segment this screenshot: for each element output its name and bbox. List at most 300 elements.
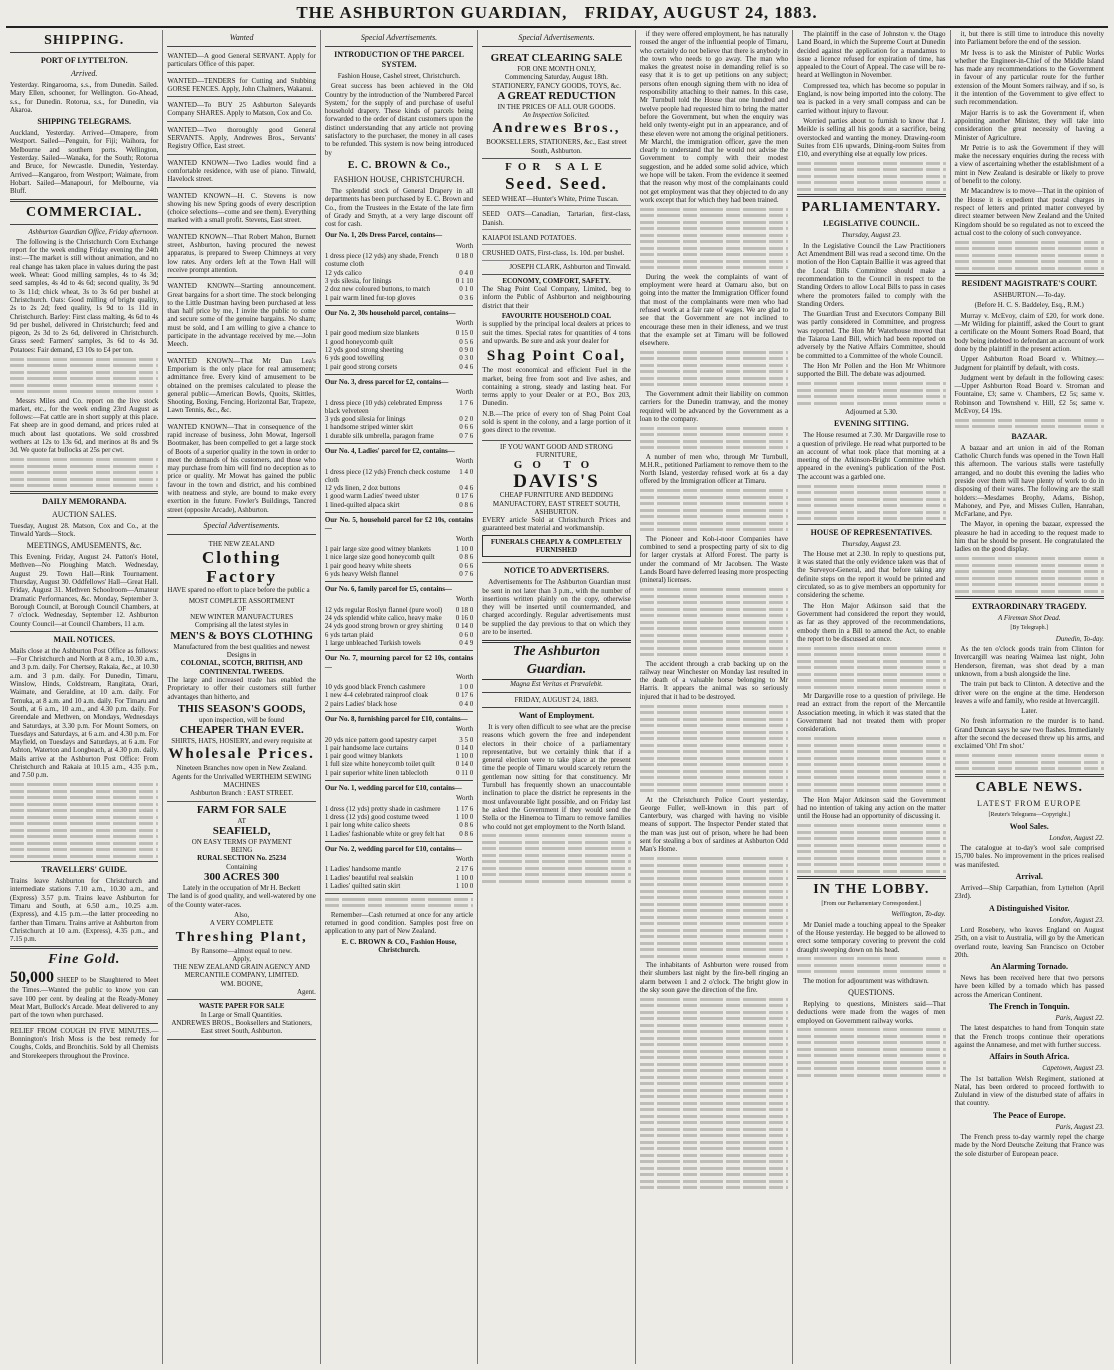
parcel-item-label: 1 pair good strong corsets xyxy=(324,362,398,371)
farm-ransome: By Ransome—almost equal to new. xyxy=(191,946,292,955)
col5-text-8: The inhabitants of Ashburton were roused from their slumbers last night by the fire-bell ringing an alarm between 1 and 2 o'clock. The bright glow in the sky soon gave the direction of the fire. xyxy=(639,961,789,995)
parcel-item-label: 1 pair good medium size blankets xyxy=(324,329,420,338)
clearing-reduction: A GREAT REDUCTION xyxy=(497,89,616,102)
parcel-item-value: 0 16 0 xyxy=(455,614,474,623)
shag-nb: N.B.—The price of every ton of Shag Point Coal sold is spent in the colony, and a large portion of it goes direct to the revenue. xyxy=(482,409,631,435)
farm-threshing: Threshing Plant, xyxy=(175,929,308,945)
tragedy-place: Dunedin, To-day. xyxy=(1055,634,1104,643)
parcel-item-value: 0 4 6 xyxy=(459,484,474,493)
clothing-season: THIS SEASON'S GOODS, xyxy=(177,702,306,715)
parcel-item-value: 0 5 6 xyxy=(459,337,474,346)
shag-text: The most economical and efficient Fuel in the market, being free from soot and live ashes, and containing a strong, steady and lasting heat. For terms apply to your Dealer or at P.O., Box 203, Dunedin. xyxy=(482,366,631,408)
lc-text-1: In the Legislative Council the Law Practitioners Act Amendment Bill was read a second time. On the motion of the Hon Captain Baillie it was agreed that the Local Bills Committee should make a recommendation to the Council in respect to the Standing Orders to allow Local Bills to pass in cases where the promoters failed to comply with the Standing Orders. xyxy=(797,241,946,308)
parcel-item-label: 12 yds linen, 2 doz buttons xyxy=(324,484,401,493)
parcel-title: Our No. 1, wedding parcel for £10, contains— xyxy=(324,784,462,793)
splendid-text: The splendid stock of General Drapery in all departments has been purchased by E. C. Brown and Co., from the Trustees in the Estate of the late firm of Grady and Smyth, at a very large discount off cost for cash. xyxy=(324,186,474,229)
parcel-item-label: 1 durable silk umbrella, paragon frame xyxy=(324,431,434,440)
shag-title: Shag Point Coal, xyxy=(486,348,627,365)
parcel-item-label: 1 dress (12 yds) pretty shade in cashmere xyxy=(324,804,441,813)
clothing-nz: THE NEW ZEALAND xyxy=(208,539,275,548)
parcel-item xyxy=(325,338,473,346)
parcel-title: Our No. 2, wedding parcel for £10, contains— xyxy=(324,844,462,853)
telegrams-text: Auckland, Yesterday. Arrived—Omapere, from Westport. Sailed—Penguin, for Fiji; Waihora, for Melbourne and southern ports. Wellington, Yesterday. Sailed—Wanaka, for the South; Rotorua and Bruce, for Newcastle. Dunedin, Yesterday. Arrived—Kangaroo, from Westport; Waimate, from Hobart. Sailed—Manapouri, for Melbourne, via Bluff. xyxy=(10,129,159,196)
parcel-item-value: 0 8 6 xyxy=(459,829,474,838)
parcel-item xyxy=(325,423,473,431)
column-6 xyxy=(793,30,950,1364)
parcel-item-value: 0 14 0 xyxy=(455,743,474,752)
arrival-heading: Arrival. xyxy=(1015,872,1043,882)
parcel-item xyxy=(325,752,473,760)
parcel-item-value: 0 8 6 xyxy=(459,500,474,509)
parcel-item-label: 1 dress (12 yds) good costume tweed xyxy=(324,812,429,821)
clothing-of: OF xyxy=(237,604,247,613)
hr-text-2: The Hon Major Atkinson said that the Government had considered the report they would, as far as they approved of the recommendations, embody them in a Bill to amend the Act, to enable the report to be discussed at once. xyxy=(797,601,946,643)
arrived-heading: Arrived. xyxy=(70,69,98,78)
column-1 xyxy=(6,30,163,1364)
leader-text: It is very often difficult to see what are the precise reasons which govern the free and independent electors in their choice of a parliamentary representative, but we certainly think that if a general election were to take place at the present time the people of Timaru would scarcely return the gentleman now sitting for that constituency. Mr Turnbull has frequently shown an unaccountable inclination to place the district he represents in the most unfavourable light possible, and on Friday last he asked the Government if they would send the Stella or the Hinemoa to Timaru to remove families who could not get employment to the North Island. xyxy=(482,722,631,831)
column-3 xyxy=(321,30,478,1364)
port-heading: PORT OF LYTTELTON. xyxy=(40,56,128,65)
parcel-item xyxy=(325,354,473,362)
economy-title: ECONOMY, COMFORT, SAFETY. xyxy=(502,276,611,285)
farm-grain: THE NEW ZEALAND GRAIN AGENCY AND MERCANTILE COMPANY, LIMITED. xyxy=(173,963,310,980)
peace-heading: The Peace of Europe. xyxy=(992,1110,1066,1120)
parcel-item-value: 0 3 0 xyxy=(459,354,474,363)
parcel-item-value: 0 18 0 xyxy=(455,605,474,614)
shipping-heading: SHIPPING. xyxy=(44,33,125,48)
later-heading: Later. xyxy=(1021,707,1038,716)
special-ads-heading-4: Special Advertisements. xyxy=(518,33,595,42)
davis-ifyou: IF YOU WANT GOOD AND STRONG FURNITURE, xyxy=(500,442,613,459)
parcel-item-label: 12 yds calico xyxy=(324,268,362,277)
arrived-text: Yesterday. Ringarooma, s.s., from Dunedin. Sailed. Mary Ellen, schooner, for Wellington. Go-Ahead, s.s., for Dunedin. Rotorua, s.s., for Dunedin, via Akaroa. xyxy=(10,81,159,114)
parcel-item-value: 0 15 0 xyxy=(455,329,474,338)
commercial-office: Ashburton Guardian Office, Friday afternoon. xyxy=(28,227,159,236)
parcel-item xyxy=(325,252,473,269)
notice-text: Advertisements for The Ashburton Guardian must be sent in not later than 3 p.m., with the number of insertions written plainly on the copy, otherwise they will be inserted until countermanded, and charged accordingly. Regular advertisements must be supplied the day previous to that on which they are to be inserted. xyxy=(482,578,631,637)
parcel-worth-label: Worth xyxy=(455,725,474,734)
zulu-text: The 1st battalion Welsh Regiment, stationed at Natal, has been ordered to proceed forthwith to Zululand in view of the disturbed state of affairs in that country. xyxy=(954,1074,1104,1108)
clothing-cheaper: CHEAPER THAN EVER. xyxy=(179,724,304,737)
special-ads-heading-3: Special Advertisements. xyxy=(360,33,438,42)
col5-text-4: A number of men who, through Mr Turnbull, M.H.R., petitioned Parliament to remove them to the North Island, yesterday refused work at 6s a day offered by the Immigration officer at Timaru. xyxy=(639,452,789,486)
parcel-item-label: 1 pair warm lined fur-top gloves xyxy=(324,293,416,302)
parcel-item xyxy=(325,606,473,614)
col5-text-7: At the Christchurch Police Court yesterday, George Fuller, well-known in this part of Canterbury, was charged with having no visible means of support. The Inspector Pender stated that the man was just out of prison, where he had been sent for stealing a box of sardines at Ashburton Odd Man's Home. xyxy=(639,795,789,854)
parcel-item xyxy=(325,346,473,354)
parcel-item-value: 0 1 0 xyxy=(459,285,474,294)
legislative-heading: LEGISLATIVE COUNCIL. xyxy=(823,219,920,229)
parcel-item xyxy=(325,874,473,882)
questions-heading: QUESTIONS. xyxy=(848,988,895,998)
parcel-item-label: 1 Ladies' beautiful real sealskin xyxy=(324,873,414,882)
bazaar-text-2: The Mayor, in opening the bazaar, expressed the pleasure he had in acceding to the request made to him that he should be present. He congratulated the ladies on the good display. xyxy=(954,520,1104,554)
rm-bench: (Before H. C. S. Baddeley, Esq., R.M.) xyxy=(974,301,1084,310)
waste-text: In Large or Small Quantities. xyxy=(200,1010,283,1019)
lobby-sub: [From our Parliamentary Correspondent.] xyxy=(821,901,922,908)
parliamentary-heading: PARLIAMENTARY. xyxy=(801,200,942,216)
parcel-item-value: 1 0 0 xyxy=(459,683,474,692)
parcel-heading: INTRODUCTION OF THE PARCEL SYSTEM. xyxy=(334,50,464,69)
clothing-most: MOST COMPLETE ASSORTMENT xyxy=(188,596,295,605)
lobby-heading: IN THE LOBBY. xyxy=(813,882,930,898)
clothing-have: HAVE spared no effort to place before the public a xyxy=(167,586,310,595)
french-heading: The French in Tonquin. xyxy=(988,1002,1070,1012)
farm-occupied: Lately in the occupation of Mr H. Beckett xyxy=(182,884,301,893)
parcel-worth-label: Worth xyxy=(455,794,474,803)
newspaper-page xyxy=(6,30,1108,1364)
parcel-item-label: 1 pair superior white linen tablecloth xyxy=(324,768,429,777)
wanted-ad-2: WANTED—TENDERS for Cutting and Stubbing GORSE FENCES. Apply, John Chalmers, Wakanui. xyxy=(167,75,315,98)
clothing-wholesale: Wholesale Prices. xyxy=(168,746,315,763)
parcel-item-value: 0 6 6 xyxy=(459,561,474,570)
rm-text-3: Judgment went by default in the following cases:—Upper Ashburton Road Board v. Stroman and Fountaine, £3; same v. Chambers, £2 5s; same v. Robinson and Townshend v. Hill, £2 5s; same v. McEvoy, £4 19s. xyxy=(954,373,1104,415)
wool-text: The catalogue at to-day's wool sale comprised 15,700 bales. No improvement in the prices realised was manifested. xyxy=(954,844,1104,869)
parcel-item-value: 2 17 6 xyxy=(455,865,474,874)
seed-line: KAIAPOI ISLAND POTATOES. xyxy=(482,232,630,245)
parcel-item-value: 0 7 6 xyxy=(459,569,474,578)
farm-also: Also, xyxy=(234,910,250,919)
bazaar-heading: BAZAAR. xyxy=(1011,431,1048,441)
parcel-item xyxy=(325,545,473,553)
parcel-item xyxy=(325,432,473,440)
evening-heading: EVENING SITTING. xyxy=(833,419,909,429)
french-place: Paris, August 22. xyxy=(1055,1014,1104,1023)
parcel-item-label: 1 dress piece (10 yds) celebrated Empress black velveteen xyxy=(324,398,443,415)
relief-ad: RELIEF FROM COUGH IN FIVE MINUTES.—Bonnington's Irish Moss is the best remedy for Coughs, Colds, and Bronchitis. Sold by all Chemists and Storekeepers throughout the Province. xyxy=(10,1026,159,1060)
clearing-commencing: Commencing Saturday, August 18th. xyxy=(504,73,609,82)
parcel-item xyxy=(325,683,473,691)
andrewes-booksellers: BOOKSELLERS, STATIONERS, &c., East street South, Ashburton. xyxy=(486,138,627,155)
seed-line: SEED WHEAT—Hunter's White, Prime Tuscan. xyxy=(482,193,630,206)
reuter-line: [Reuter's Telegrams—Copyright.] xyxy=(988,811,1071,818)
farm-acres: 300 ACRES 300 xyxy=(204,871,280,884)
seed-clark: JOSEPH CLARK, Ashburton and Tinwald. xyxy=(509,262,631,271)
farm-wm: WM. BOONE, xyxy=(220,979,263,988)
davis-funerals: FUNERALS CHEAPLY & COMPLETELY FURNISHED xyxy=(482,535,630,558)
parcel-item-label: 1 Ladies' handsome mantle xyxy=(324,865,401,874)
column-7 xyxy=(951,30,1108,1364)
parcel-item-label: 24 yds good strong brown or grey shirting xyxy=(324,622,443,631)
clothing-agents: Agents for the Unrivalled WERTHEIM SEWING MACHINES xyxy=(171,772,312,789)
lc-text-3: The Hon Mr Pollen and the Hon Mr Whitmore supported the Bill. The debate was adjourned. xyxy=(797,361,946,379)
dist-text: Lord Rosebery, who leaves England on August 25th, on a visit to Australia, will go by the American overland route, leaving San Francisco on October 20th. xyxy=(954,925,1104,959)
clearing-title: GREAT CLEARING SALE xyxy=(490,52,623,64)
col5-text-1: if they were offered employment, he has naturally roused the anger of the influential people of Timaru, who certainly do not believe that there is anybody in the town who needs to go away. The man who makes the greatest noise in demanding relief is so easy that it is to get up petitions on any subject; persons often enough signing them with no idea of responsibility attaching to their names. In this case, Mr Turnbull told the House that one hundred and twelve people had requested him to bring the matter before the Government, but when the enquiry was held only twenty-eight put in an appearance, and of these eleven were not among the original petitioners. Mr Marchl, the immigration officer, gave the men clearly to understand that he would not advise the Government to comply with their modest suggestion, and he added some solid advice, which we hope will be taken. From the evidence it seemed that the reason why most of the complainants could not get employment was that they objected to do any work except that for which they had been trained. xyxy=(639,30,789,204)
clothing-winter-text: Comprising all the latest styles in xyxy=(194,621,289,630)
seed-title: Seed. Seed. xyxy=(505,174,608,194)
finegold-text: SHEEP to be Slaughtered to Meet the Times.—Wanted the public to know you can save 100 per cent. by dealing at the Ready-Money Meat Mart, Bullock's Arcade. Meat delivered to any part of the town when purchased. xyxy=(10,976,159,1020)
parcel-item-value: 0 4 9 xyxy=(459,638,474,647)
farm-being: BEING xyxy=(230,846,253,855)
parcel-item xyxy=(325,614,473,622)
parcel-item-value: 1 17 6 xyxy=(455,804,474,813)
col5-text-3: The Government admit their liability on common carriers for the Dunedin tramway, and the money required will be advanced by the Government as a loan to the company. xyxy=(639,389,789,423)
clothing-title: Clothing Factory xyxy=(201,548,282,587)
column-2 xyxy=(163,30,320,1364)
masthead-paper: THE ASHBURTON GUARDIAN, xyxy=(296,3,568,22)
parcel-item-label: 1 large unbleached Turkish towels xyxy=(324,638,421,647)
peace-place: Paris, August 23. xyxy=(1055,1122,1104,1131)
parcel-item-label: 1 dress piece (12 yds) any shade, French costume cloth xyxy=(324,252,439,269)
parcel-item-label: 20 yds nice pattern good tapestry carpet xyxy=(324,735,437,744)
parcel-item xyxy=(325,813,473,821)
parcel-worth-label: Worth xyxy=(455,672,474,681)
parcel-item-value: 0 9 0 xyxy=(459,346,474,355)
commercial-text: The following is the Christchurch Corn Exchange report for the week ending Friday evening the 24th inst:—The market is still without animation, and no real change has taken place in values during the past week. Wheat: Good milling samples, 4s to 4s 3d; seed samples, 4s 4d to 4s 6d; second quality, 3s 9d to 3s 11d; chick wheat, 3s to 3s 6d per bushel at Christchurch. Oats: Good milling of bright quality, 2s to 2s 2d; feed quality, 1s 9d to 1s 11d in Christchurch. Barley: First class malting, 4s 6d to 4s 9d per bushel, delivered in Christchurch; feed and pigeon, 2s 3d to 2s 6d, delivered in Christchurch. Grass seed: Farmers' samples, 3s 6d to 4s 3d. Potatoes: Fair demand, £3 10s to £4 per ton. xyxy=(10,237,159,354)
arrival-text: Arrived—Ship Carpathian, from Lyttelton (April 23rd). xyxy=(954,884,1104,901)
farm-rural: RURAL SECTION No. 25234 xyxy=(197,854,287,863)
masthead xyxy=(6,0,1108,28)
clothing-winter: NEW WINTER MANUFACTURES xyxy=(190,613,294,622)
parcel-item xyxy=(325,329,473,337)
lc-text-2: The Guardian Trust and Executors Company Bill was partly considered in Committee, and progress was reported. The Hon Mr Waterhouse moved that the Taiaroa Land Bill, which had been reported on adversely by the Native Affairs Committee, should be committed to a Committee of the whole Council. xyxy=(797,310,946,360)
parcel-item-label: 1 full size white honeycomb toilet quilt xyxy=(324,760,435,769)
guardian-motto: Magna Est Veritas et Prævalebit. xyxy=(510,680,603,689)
parcel-item-label: 1 dress piece (12 yds) French check costume cloth xyxy=(324,467,451,484)
parcel-item-label: 1 nice large size good honeycomb quilt xyxy=(324,553,435,562)
parcel-item xyxy=(325,501,473,509)
clothing-mens-text: Manufactured from the best qualities and newest Designs in xyxy=(173,642,310,660)
lc-adjourned: Adjourned at 5.30. xyxy=(845,408,898,416)
distinguished-heading: A Distinguished Visitor. xyxy=(989,903,1070,913)
seed-ad xyxy=(482,159,630,275)
col7-text-1: it, but there is still time to introduce this novelty into Parliament before the end of the session. xyxy=(954,30,1104,47)
parcel-item-value: 0 14 0 xyxy=(455,760,474,769)
clothing-season-text: upon inspection, will be found xyxy=(198,715,285,724)
parcel-item xyxy=(325,622,473,630)
col5-text-6: The accident through a crab backing up on the railway near Winchester on Monday last resulted in the death of a valuable horse belonging to Mr Harris. It appears the animal was so seriously injured that it had to be destroyed. xyxy=(639,659,789,701)
parcel-item-label: 1 new 4-4 celebrated rainproof cloak xyxy=(324,691,429,700)
parcel-item-value: 0 18 0 xyxy=(455,252,474,261)
tragedy-sub: A Fireman Shot Dead. xyxy=(997,614,1061,623)
clearing-sale-ad xyxy=(482,50,630,159)
clothing-branch: Ashburton Branch : EAST STREET. xyxy=(190,789,294,798)
remember-text: Remember—Cash returned at once for any article returned in good condition. Samples post free on application to any part of New Zealand. xyxy=(324,910,474,936)
parcel-list xyxy=(325,231,473,894)
parcel-title: Our No. 8, furnishing parcel for £10, contains— xyxy=(324,715,468,723)
mail-heading: MAIL NOTICES. xyxy=(53,634,115,644)
parcel-item-label: 1 lined-quilted alpaca skirt xyxy=(324,500,400,509)
farm-containing: Containing xyxy=(226,862,258,871)
andrewes-title: Andrewes Bros., xyxy=(492,121,621,137)
rm-text-1: Murray v. McEvoy, claim of £20, for work done.—Mr Wilding for plaintiff, asked the Court to grant a certificate on the Mount Somers Road Board, that body being indebted to defendant an account of work done by the plaintiff in the present action. xyxy=(954,311,1104,353)
farm-at: AT xyxy=(237,816,246,825)
parcel-worth-label: Worth xyxy=(455,595,474,604)
col7-text-4: Mr Petrie is to ask the Government if they will make the necessary enquiries during the recess with a view of ascertaining whether the establishment of a mint in New Zealand is desirable or likely to prove of benefit to the colony. xyxy=(954,143,1104,186)
parcel-item xyxy=(325,399,473,416)
davis-goto: GO TO xyxy=(513,459,600,472)
parcel-item xyxy=(325,553,473,561)
waste-paper-ad xyxy=(167,1000,315,1039)
parcel-item-label: 1 Ladies' fashionable white or grey felt hat xyxy=(324,829,445,838)
waste-andrewes: ANDREWES BROS., Booksellers and Stationers, East street South, Ashburton. xyxy=(171,1018,312,1036)
commercial-text-2: Messrs Miles and Co. report on the live stock market, etc., for the week ending 23rd August as follows:—Fat cattle are in short supply at this place. Fat sheep are in good demand, and prices ruled at much about last quotations. We sold crossbred wethers at 12s to 13s 6d, and merinos at 8s and 9s 3d. We quote fat bullocks at 25s per cwt. xyxy=(10,396,159,455)
clothing-mens: MEN'S & BOYS CLOTHING xyxy=(170,629,313,642)
parcel-item-label: 1 pair handsome lace curtains xyxy=(324,743,409,752)
parcel-item-label: 10 yds good black French cashmere xyxy=(324,683,426,692)
travellers-text: Trains leave Ashburton for Christchurch and intermediate stations 7.10 a.m., 10.30 a.m., and (Express) 3.57 p.m. Trains leave Ashburton for Timaru and South, at 6.50 a.m., 10.25 a.m. (Express), and 4.15 p.m.—the latter proceeding no farther than Timaru. Trains arrive at Ashburton from Christchurch at 10 a.m. (Express), 4.35 p.m., and 7.15 p.m. xyxy=(10,877,159,944)
parcel-worth-label: Worth xyxy=(455,241,474,250)
parcel-worth-label: Worth xyxy=(455,388,474,397)
clearing-inspection: An Inspection Solicited. xyxy=(523,111,590,120)
parcel-item-value: 1 10 0 xyxy=(455,873,474,882)
wanted-ad-3: WANTED—To BUY 25 Ashburton Saleyards Company SHARES. Apply to Matson, Cox and Co. xyxy=(167,99,315,122)
parcel-item xyxy=(325,691,473,699)
finegold-heading: Fine Gold. xyxy=(48,952,121,968)
parcel-item xyxy=(325,805,473,813)
parcel-text: Great success has been achieved in the Old Country by the introduction of the 'Numbered Parcel System,' for the supply of and purchase of useful household drapery. These kinds of parcels being forwarded to the order of distant customers upon the distinct understanding that any article not proving satisfactory to the purchaser, the money in all cases to be refunded. This system is now being introduced by xyxy=(324,82,474,157)
parcel-item-label: 1 handsome striped winter skirt xyxy=(324,423,414,432)
parcel-item xyxy=(325,294,473,302)
tragedy-heading: EXTRAORDINARY TRAGEDY. xyxy=(971,602,1087,612)
guardian-date: FRIDAY, AUGUST 24, 1883. xyxy=(514,695,599,704)
parcel-worth-label: Worth xyxy=(455,457,474,466)
parcel-item-label: 6 yds tartan plaid xyxy=(324,630,374,639)
parcel-item xyxy=(325,277,473,285)
col7-text-3: Major Harris is to ask the Government if, when appointing another Minister, they will take into consideration the great necessity of having a Minister of Agriculture. xyxy=(954,108,1104,142)
bazaar-text: A bazaar and art union in aid of the Roman Catholic Church funds was opened in the Town Hall this afternoon. The various stalls were tastefully arranged, and no doubt this evening the ladies who preside over them will have plenty of work to do in disposing of their wares. The following are the stall holders:—Mesdames Brophy, Adams, Bishop, Mahoney, and Pye, and Misses Cullen, Hanrahan, McFarlane, and Pye. xyxy=(954,443,1104,519)
parcel-item xyxy=(325,700,473,708)
seed-line: CRUSHED OATS, First-class, 1s. 10d. per bushel. xyxy=(482,247,630,260)
auction-heading: AUCTION SALES. xyxy=(51,509,117,519)
commercial-heading: COMMERCIAL. xyxy=(26,204,143,220)
wool-heading: Wool Sales. xyxy=(1009,821,1049,831)
parcel-item xyxy=(325,570,473,578)
parcel-worth-label: Worth xyxy=(455,319,474,328)
wanted-ad-1: WANTED—A good General SERVANT. Apply for particulars Office of this paper. xyxy=(167,50,315,73)
parcel-item-label: 3 yds good silesia for linings xyxy=(324,415,406,424)
special-ads-heading: Special Advertisements. xyxy=(203,520,280,530)
farm-agent: Agent. xyxy=(296,988,316,997)
zulu-place: Capetown, August 23. xyxy=(1042,1064,1104,1073)
wanted-ad-5: WANTED KNOWN—Two Ladies would find a comfortable residence, with use of piano. Tinwald, Havelock street. xyxy=(167,157,315,188)
parcel-item-value: 0 14 0 xyxy=(455,622,474,631)
parcel-item xyxy=(325,468,473,485)
notice-heading: NOTICE TO ADVERTISERS. xyxy=(503,566,609,576)
ecbrown-name: E. C. BROWN & Co., xyxy=(347,159,451,171)
parcel-title: Our No. 5, household parcel for £2 10s, contains— xyxy=(324,516,474,533)
parcel-item-value: 0 4 6 xyxy=(459,362,474,371)
parcel-item xyxy=(325,484,473,492)
column-5 xyxy=(636,30,793,1364)
parcel-item-label: 1 good honeycomb quilt xyxy=(324,337,394,346)
brown-address: E. C. BROWN & CO., Fashion House, Christchurch. xyxy=(341,937,457,955)
meetings-heading: MEETINGS, AMUSEMENTS, &c. xyxy=(26,541,142,551)
parcel-item xyxy=(325,882,473,890)
parcel-item-value: 1 10 0 xyxy=(455,882,474,891)
davis-every: EVERY article Sold at Christchurch Prices and guaranteed best material and workmanship. xyxy=(482,516,631,533)
parcel-item xyxy=(325,269,473,277)
parcel-item-label: 1 pair large size good witney blankets xyxy=(324,544,431,553)
french-text: The latest despatches to hand from Tonquin state that the French troops continue their operations against the Annamese, and met with further success. xyxy=(954,1024,1104,1049)
peace-text: The French press to-day warmly repel the charge made by the Nord Deutsche Zeitung that France was the sole disturber of European peace. xyxy=(954,1133,1104,1158)
mail-text: Mails close at the Ashburton Post Office as follows:—For Christchurch and North at 8 a.m., 10.30 a.m., and 3 p.m. daily. For Chertsey, Rakaia, &c., at 10.30 a.m. and 3 p.m. daily. For Dunedin, Timaru, Winslow, Hinds, Coldstream, Rangitata, Orari, Waimate, and Geraldine, at 10 a.m. daily. For Temuka, at 8 a.m. and 10 a.m. daily. For Timaru and South, at 6 a.m., 10 a.m., and 4.30 p.m. daily. For Greendale and Methven, on Mondays, Wednesdays and Saturdays, at 3.30 p.m. For Mount Somers, on Tuesdays and Saturdays, at 6 a.m. and 4.30 p.m. For Mayfield, on Tuesdays and Saturdays, at 6 a.m. For Ashton, Waterton and Longbeach, at 4.30 p.m. daily. Mails arrive at the Ashburton Post Office: From Christchurch and Rakaia at 10.15 a.m., 4.35 p.m., and 7.50 p.m. xyxy=(10,646,159,780)
parcel-item-value: 0 17 6 xyxy=(455,691,474,700)
parcel-item xyxy=(325,415,473,423)
reps-heading: HOUSE OF REPRESENTATIVES. xyxy=(810,527,933,537)
parcel-worth-label: Worth xyxy=(455,534,474,543)
resident-heading: RESIDENT MAGISTRATE'S COURT. xyxy=(961,279,1097,289)
clothing-shirts: SHIRTS, HATS, HOSIERY, and every requisite at xyxy=(171,737,313,746)
latest-heading: LATEST FROM EUROPE xyxy=(976,798,1082,808)
lc-date: Thursday, August 23. xyxy=(841,231,902,240)
parcel-item xyxy=(325,744,473,752)
wanted-ad-7: WANTED KNOWN—That Robert Mahon, Burnett street, Ashburton, having procured the newest apparatus, is prepared to Sweep Chimneys at very low rates. Any orders left at the Town Hall will receive prompt attention. xyxy=(167,231,315,278)
parcel-item xyxy=(325,639,473,647)
farm-easy: ON EASY TERMS OF PAYMENT xyxy=(191,837,292,846)
parcel-item-value: 0 3 6 xyxy=(459,293,474,302)
alarming-heading: An Alarming Tornado. xyxy=(990,962,1069,972)
parcel-item xyxy=(325,285,473,293)
parcel-item-label: 1 pair long white calico sheets xyxy=(324,821,410,830)
parcel-item-value: 0 7 6 xyxy=(459,431,474,440)
parcel-item-label: 12 yds good strong sheeting xyxy=(324,346,404,355)
wanted-heading: Wanted xyxy=(229,33,254,42)
parcel-item-value: 1 10 0 xyxy=(455,812,474,821)
parcel-item xyxy=(325,363,473,371)
favourite-title: FAVOURITE HOUSEHOLD COAL xyxy=(501,312,612,321)
tragedy-byline: [By Telegraph.] xyxy=(1010,625,1049,632)
lobby-text-2: The motion for adjournment was withdrawn. xyxy=(803,976,929,985)
lobby-text: Mr Daniel made a touching appeal to the Speaker of the House yesterday. He begged to be allowed to erect some temporary covering to prevent the cold draught sweeping down on his head. xyxy=(797,920,946,954)
parcel-item-label: 3 yds silesia, for linings xyxy=(324,276,392,285)
telegrams-heading: SHIPPING TELEGRAMS. xyxy=(37,117,132,127)
clearing-month: FOR ONE MONTH ONLY, xyxy=(517,65,596,73)
parcel-item-label: 2 doz new coloured buttons, to match xyxy=(324,285,431,294)
clothing-colonial: COLONIAL, SCOTCH, BRITISH, AND CONTINENTAL TWEEDS. xyxy=(180,659,303,676)
wool-place: London, August 22. xyxy=(1049,833,1104,842)
wanted-ad-8: WANTED KNOWN—Starting announcement. Great bargains for a short time. The stock belonging to the Little Dustman having been purchased at less than half price by me, I invite the public to come and secure some of the genuine bargains. No sham; must be sold, and I am willing to give a chance to participate in the advantage received by me.—John Meech. xyxy=(167,280,315,352)
parcel-title: Our No. 2, 30s household parcel, contains— xyxy=(324,308,456,317)
col5-text-2: During the week the complaints of want of employment were heard at Oamaru also, but on going into the matter the Immigration Officer found that most of the complainants were men who had refused work at a fair rate of wages. We are glad to see that the Government are not inclined to encourage these men in their idleness, and we trust that the example set at Timaru will be followed elsewhere. xyxy=(639,272,789,348)
col6-text-1: The plaintiff in the case of Johnston v. the Otago Land Board, in which the Supreme Court at Dunedin decided against the application for a mandamus to issue a licence refused for expiration of time, has appealed to the Court of Appeal. The case will be re-heard at Wellington in November. xyxy=(797,30,946,80)
fashion-house: FASHION HOUSE, CHRISTCHURCH. xyxy=(333,174,465,184)
parcel-worth-label: Worth xyxy=(455,855,474,864)
tragedy-text: As the ten o'clock goods train from Clinton for Invercargill was nearing Waimea last night, John Henderson, fireman, was shot dead by a man unknown, from a bush alongside the line. xyxy=(954,645,1104,678)
davis-title: DAVIS'S xyxy=(513,471,600,493)
parcel-item-value: 3 5 0 xyxy=(459,735,474,744)
masthead-date: FRIDAY, AUGUST 24, 1883. xyxy=(584,3,818,22)
farm-land-text: The land is of good quality, and well-watered by one of the County water-races. xyxy=(167,892,316,909)
want-heading: Want of Employment. xyxy=(518,710,595,720)
parcel-item-value: 0 17 6 xyxy=(455,492,474,501)
questions-text: Replying to questions, Ministers said—That deductions were made from the wages of men employed on Government railway works. xyxy=(797,1000,946,1025)
col6-text-3: Worried parties about to furnish to know that J. Meikle is selling all his goods at a sacrifice, being overstocked and wanting the money. Drawing-room Suites from £16 upwards, Dining-room Suites from £10, and everything else at equally low prices. xyxy=(797,116,946,159)
clothing-colonial-text: The large and increased trade has enabled the Proprietary to offer their customers still further advantages than hitherto, and xyxy=(167,675,316,701)
parcel-item-value: 1 7 6 xyxy=(459,398,474,407)
farm-apply: Apply, xyxy=(232,954,252,963)
parcel-title: Our No. 1, 20s Dress Parcel, contains— xyxy=(324,231,443,240)
waste-title: WASTE PAPER FOR SALE xyxy=(198,1002,285,1011)
hr-text-3: Mr Dargaville rose to a question of privilege. He read an extract from the report of the Mercantile Association meeting, in which it was stated that the Government had not treated them with proper consideration. xyxy=(797,692,946,734)
auction-text: Tuesday, August 28. Matson, Cox and Co., at the Tinwald Yards—Stock. xyxy=(10,521,159,538)
clothing-shops: Nineteen Branches now open in New Zealand. xyxy=(176,764,307,773)
tragedy-text-2: The train put back to Clinton. A detective and the driver were on the engine at the time. Henderson leaves a wife and family, who reside at Invercargill. xyxy=(954,680,1104,705)
col7-text-5: Mr Macandrew is to move—That in the opinion of the House it is expedient that postal charges in respect of letters and printed matter conveyed by direct steamer between New Zealand and the United Kingdom should be so regulated as not to exceed the actual cost to the colony of such conveyance. xyxy=(954,187,1104,237)
dist-place: London, August 23. xyxy=(1049,915,1104,924)
parcel-title: Our No. 3, dress parcel for £2, contains— xyxy=(324,377,449,386)
parcel-item xyxy=(325,865,473,873)
parcel-title: Our No. 6, family parcel for £5, contains— xyxy=(324,585,453,594)
later-text: No fresh information re the murder is to hand. Grand Duncan says he saw two flashes. Immediately after the second the deceased threw up his arms, and exclaimed 'Oh! I'm shot.' xyxy=(954,717,1104,751)
wanted-ad-10: WANTED KNOWN—That in consequence of the rapid increase of business, John Mowat, Ingersoll Bootmaker, has been compelled to get a large stock of Boots of a superior quality in the town in order to meet the demands of his customers, and those who may purchase from him will find no deception as to price or quality. Mr Mowat has gained the public favour in the town and district, and his combined with neatness and style, are bound to make every exertion in the future. Fowler's Buildings, Tancred street (opposite Arcade), Ashburton. xyxy=(167,421,315,518)
seed-forsale: FOR SALE xyxy=(505,161,608,174)
column-4 xyxy=(478,30,635,1364)
travellers-heading: TRAVELLERS' GUIDE. xyxy=(41,865,128,875)
shag-point-ad xyxy=(482,275,630,441)
farm-complete: A VERY COMPLETE xyxy=(209,919,274,928)
